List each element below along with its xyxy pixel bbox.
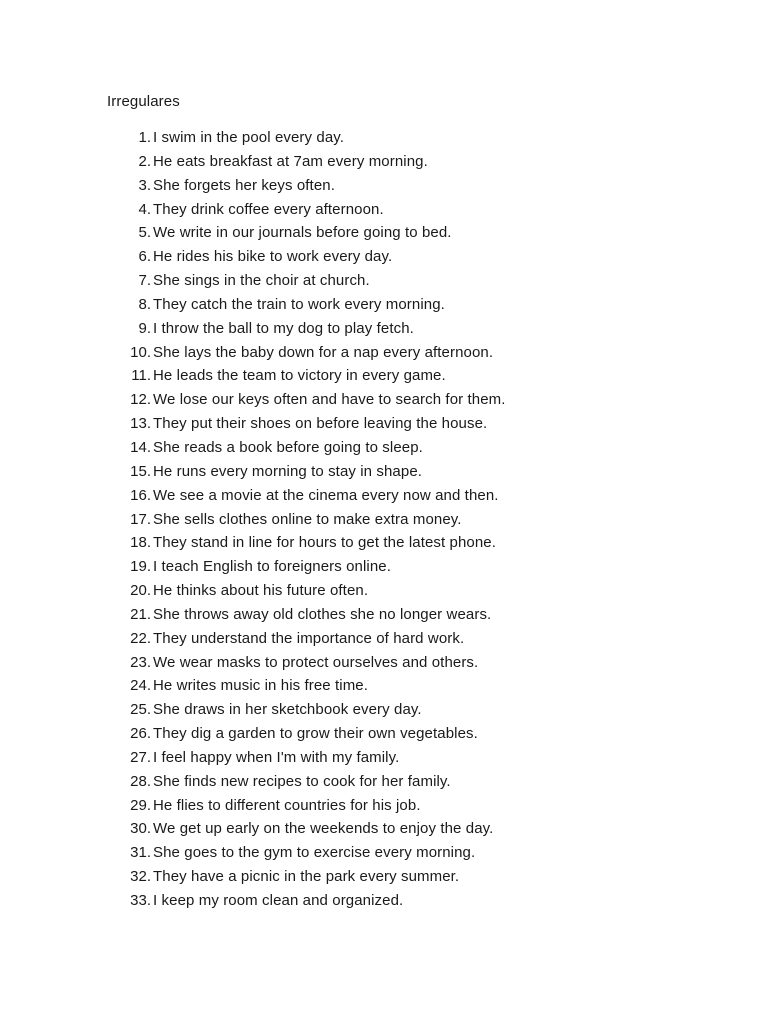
list-item-text: She throws away old clothes she no longer wears.: [153, 605, 492, 623]
list-item-text: She goes to the gym to exercise every morning.: [153, 844, 476, 862]
list-item-text: She draws in her sketchbook every day.: [153, 701, 422, 719]
list-item: [0, 651, 768, 675]
list-item-number: 27.: [130, 748, 151, 766]
list-item-number: 19.: [130, 558, 151, 576]
list-item-number: 9.: [138, 319, 151, 337]
list-item-text: He writes music in his free time.: [153, 677, 369, 695]
list-item-text: She finds new recipes to cook for her family.: [153, 772, 451, 790]
list-item-number: 5.: [138, 224, 151, 242]
list-item-text: She reads a book before going to sleep.: [153, 438, 423, 456]
list-item-text: We get up early on the weekends to enjoy the day.: [153, 820, 494, 838]
list-item-text: I feel happy when I'm with my family.: [153, 748, 400, 766]
list-item-number: 23.: [130, 653, 151, 671]
list-item: [0, 603, 768, 627]
list-item: [0, 412, 768, 436]
list-item-number: 8.: [138, 295, 151, 313]
list-item: [0, 317, 768, 341]
document-title: Irregulares: [107, 93, 180, 110]
list-item-number: 11.: [131, 367, 151, 385]
list-item-text: We lose our keys often and have to search for them.: [153, 391, 506, 409]
list-item-text: They stand in line for hours to get the latest phone.: [153, 534, 497, 552]
list-item-text: He flies to different countries for his job.: [153, 796, 421, 814]
list-item-text: They dig a garden to grow their own vegetables.: [153, 725, 478, 743]
list-item-number: 18.: [130, 534, 151, 552]
list-item-text: He rides his bike to work every day.: [153, 248, 393, 266]
list-item-number: 16.: [130, 486, 151, 504]
list-item-text: We see a movie at the cinema every now and then.: [153, 486, 499, 504]
list-item-number: 4.: [138, 200, 151, 218]
list-item: [0, 436, 768, 460]
list-item: [0, 460, 768, 484]
list-item-text: They have a picnic in the park every summer.: [153, 868, 460, 886]
list-item-number: 13.: [130, 415, 151, 433]
list-item-number: 3.: [138, 176, 151, 194]
list-item-number: 6.: [138, 248, 151, 266]
list-item: [0, 388, 768, 412]
list-item-text: I keep my room clean and organized.: [153, 892, 404, 909]
list-item-text: He runs every morning to stay in shape.: [153, 462, 423, 480]
list-item: [0, 364, 768, 388]
list-item-number: 10.: [130, 343, 151, 361]
list-item-number: 15.: [130, 462, 151, 480]
list-item: [0, 746, 768, 770]
list-item: [0, 865, 768, 889]
list-item-text: They understand the importance of hard work.: [153, 629, 465, 647]
list-item: [0, 531, 768, 555]
list-item: [0, 245, 768, 269]
list-item-number: 2.: [138, 152, 151, 170]
list-item: [0, 174, 768, 198]
list-item: [0, 293, 768, 317]
list-item-number: 1.: [138, 129, 151, 146]
list-item-number: 33.: [130, 892, 151, 909]
list-item: [0, 698, 768, 722]
list-item-text: I throw the ball to my dog to play fetch.: [153, 319, 414, 337]
list-item-text: They drink coffee every afternoon.: [153, 200, 384, 218]
list-item-text: I swim in the pool every day.: [153, 129, 345, 146]
list-item-number: 28.: [130, 772, 151, 790]
list-item-number: 32.: [130, 868, 151, 886]
list-item-number: 30.: [130, 820, 151, 838]
list-item-number: 12.: [130, 391, 151, 409]
list-item-text: He thinks about his future often.: [153, 582, 369, 600]
list-item-text: He eats breakfast at 7am every morning.: [153, 152, 428, 170]
list-item-text: They put their shoes on before leaving the house.: [153, 415, 488, 433]
list-item: [0, 674, 768, 698]
list-item-number: 7.: [138, 272, 151, 290]
list-item: [0, 722, 768, 746]
list-item-text: They catch the train to work every morning.: [153, 295, 445, 313]
list-item: [0, 221, 768, 245]
list-item-text: She sings in the choir at church.: [153, 272, 370, 290]
list-item-text: We write in our journals before going to bed.: [153, 224, 452, 242]
list-item: [0, 627, 768, 651]
list-item: [0, 150, 768, 174]
list-item-number: 17.: [130, 510, 151, 528]
list-item-number: 20.: [130, 582, 151, 600]
list-item: [0, 269, 768, 293]
list-item: [0, 841, 768, 865]
list-item: [0, 126, 768, 150]
list-item-number: 29.: [130, 796, 151, 814]
list-item: [0, 484, 768, 508]
list-item: [0, 817, 768, 841]
list-item: [0, 508, 768, 532]
list-item: [0, 579, 768, 603]
list-item-text: I teach English to foreigners online.: [153, 558, 392, 576]
list-item: [0, 889, 768, 913]
list-item: [0, 770, 768, 794]
list-item-number: 31.: [130, 844, 151, 862]
list-item-number: 22.: [130, 629, 151, 647]
list-item-number: 24.: [130, 677, 151, 695]
list-item-text: She lays the baby down for a nap every afternoon.: [153, 343, 494, 361]
sentence-list: [0, 126, 768, 913]
list-item-text: We wear masks to protect ourselves and others.: [153, 653, 479, 671]
list-item-number: 25.: [130, 701, 151, 719]
list-item-number: 21.: [130, 605, 151, 623]
list-item-number: 26.: [130, 725, 151, 743]
list-item: [0, 794, 768, 818]
list-item-text: She sells clothes online to make extra money.: [153, 510, 462, 528]
list-item-text: He leads the team to victory in every game.: [153, 367, 446, 385]
list-item-text: She forgets her keys often.: [153, 176, 335, 194]
list-item: [0, 555, 768, 579]
list-item: [0, 341, 768, 365]
list-item: [0, 198, 768, 222]
list-item-number: 14.: [130, 438, 151, 456]
